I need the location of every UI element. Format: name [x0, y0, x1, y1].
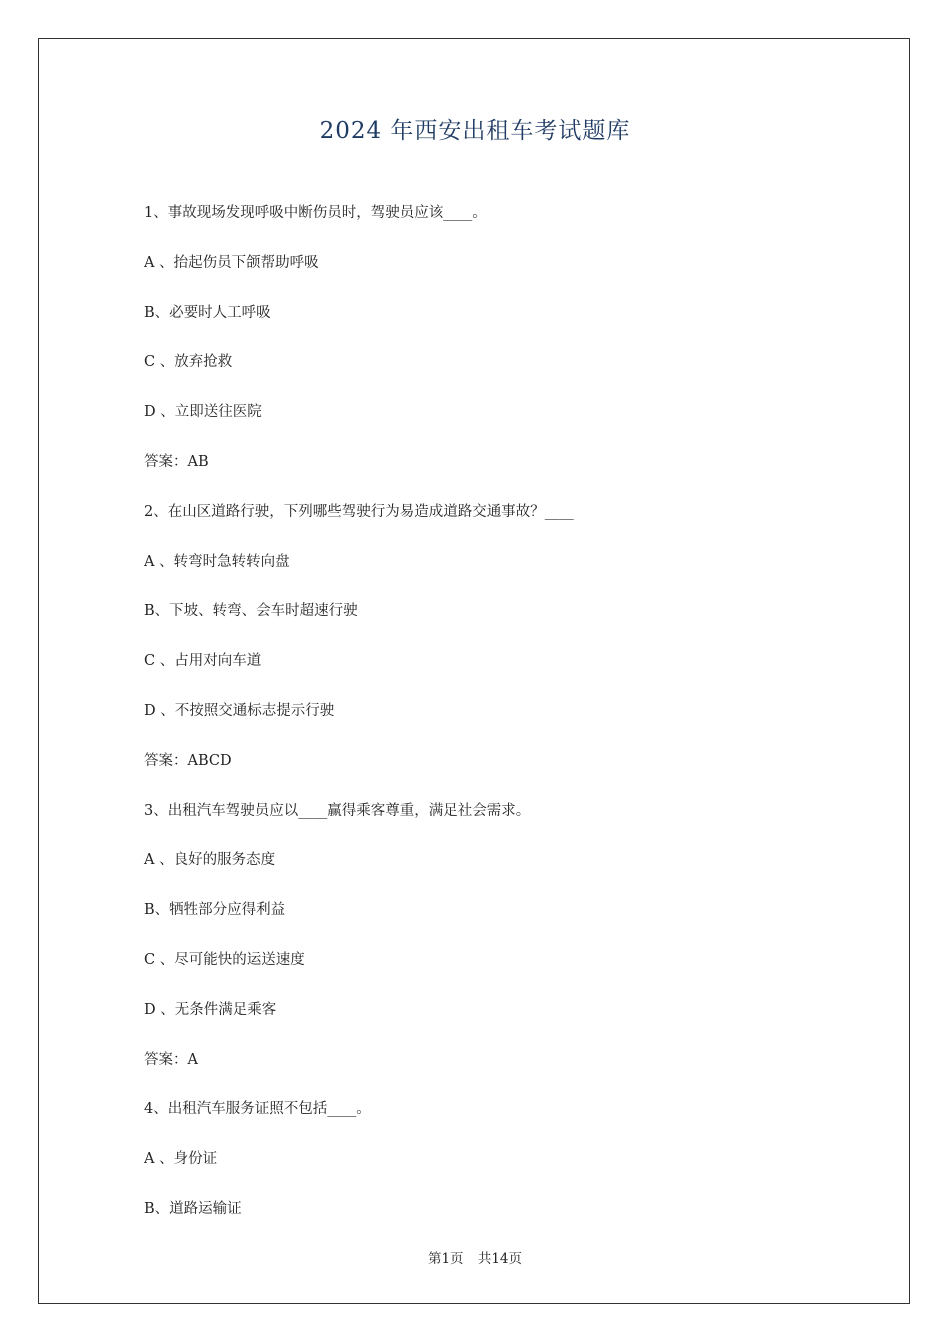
question-2-option-a: A 、转弯时急转转向盘: [144, 553, 290, 570]
question-2-stem: 2、在山区道路行驶，下列哪些驾驶行为易造成道路交通事故？____: [144, 503, 574, 520]
page-total: 共14页: [477, 1251, 523, 1267]
question-4-option-a: A 、身份证: [144, 1151, 218, 1168]
question-3-option-b: B、牺牲部分应得利益: [144, 902, 286, 919]
question-4-stem: 4、出租汽车服务证照不包括____。: [144, 1101, 371, 1118]
question-1-stem: 1、事故现场发现呼吸中断伤员时，驾驶员应该____。: [144, 205, 487, 221]
question-3-option-a: A 、良好的服务态度: [144, 852, 276, 869]
question-3-option-d: D 、无条件满足乘客: [144, 1001, 277, 1018]
question-1-answer: 答案：AB: [144, 453, 209, 470]
page-number: 第1页: [427, 1251, 464, 1267]
question-list: [144, 200, 864, 1246]
question-4-option-b: B、道路运输证: [144, 1200, 242, 1217]
question-3-option-c: C 、尽可能快的运送速度: [144, 951, 305, 968]
question-1-option-c: C 、放弃抢救: [144, 354, 233, 371]
question-2-option-d: D 、不按照交通标志提示行驶: [144, 702, 335, 719]
question-3-answer: 答案：A: [144, 1051, 198, 1068]
page-footer: [0, 1247, 950, 1267]
question-2-answer: 答案：ABCD: [144, 752, 232, 769]
document-title: 2024 年西安出租车考试题库: [319, 118, 631, 144]
question-1-option-b: B、必要时人工呼吸: [144, 304, 271, 321]
question-2-option-c: C 、占用对向车道: [144, 653, 262, 670]
question-1-option-a: A 、抬起伤员下颌帮助呼吸: [144, 254, 319, 271]
question-1-option-d: D 、立即送往医院: [144, 404, 262, 421]
question-3-stem: 3、出租汽车驾驶员应以____赢得乘客尊重，满足社会需求。: [144, 802, 531, 819]
question-2-option-b: B、下坡、转弯、会车时超速行驶: [144, 603, 358, 620]
